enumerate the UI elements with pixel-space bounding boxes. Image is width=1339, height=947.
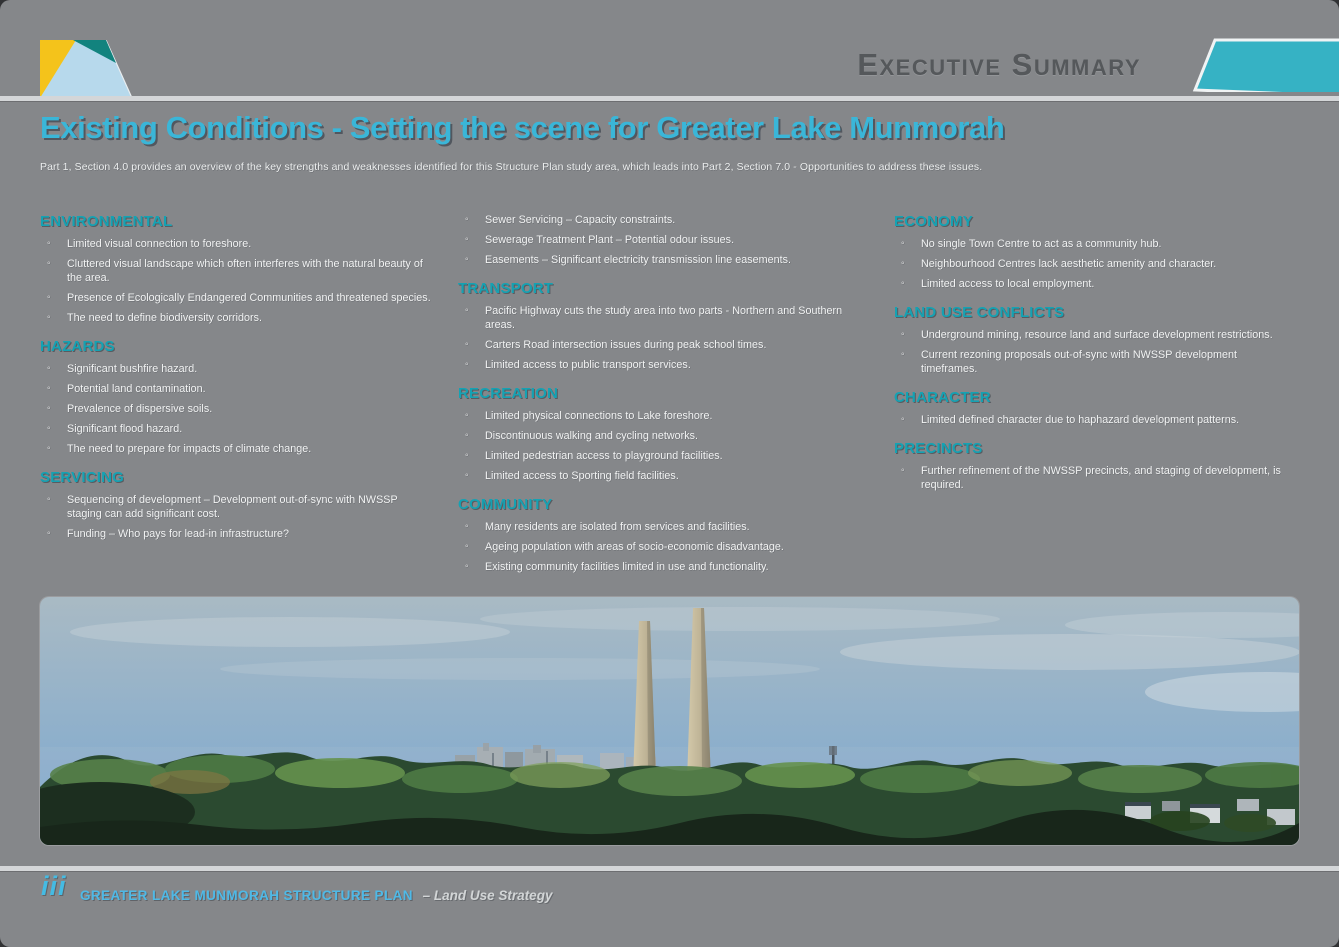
section-heading: HAZARDS [40, 338, 115, 355]
photo-power-station [40, 597, 1299, 845]
footer-doc-subtitle: – Land Use Strategy [422, 888, 553, 903]
bullet-item: ◦ Potential land contamination. [40, 382, 432, 396]
page-title: Existing Conditions - Setting the scene for Greater Lake Munmorah [40, 110, 1005, 145]
bullet-item: ◦ Prevalence of dispersive soils. [40, 402, 432, 416]
section-heading: RECREATION [458, 385, 559, 402]
page-header-title: Executive Summary [857, 47, 1141, 82]
bullet-item: ◦ Discontinuous walking and cycling networks. [458, 429, 868, 443]
bullet-item: ◦ Ageing population with areas of socio-economic disadvantage. [458, 540, 868, 554]
bullet-item: ◦ Cluttered visual landscape which often interferes with the natural beauty of the area. [40, 257, 432, 285]
footer-doc-title [80, 888, 552, 903]
bullet-item: ◦ Many residents are isolated from services and facilities. [458, 520, 868, 534]
bullet-list [894, 464, 1292, 492]
bullet-list [40, 493, 432, 541]
section-heading: LAND USE CONFLICTS [894, 304, 1065, 321]
section-heading: TRANSPORT [458, 280, 554, 297]
bullet-item: ◦ Limited visual connection to foreshore. [40, 237, 432, 251]
photo-illustration [40, 597, 1299, 845]
bullet-item: ◦ Current rezoning proposals out-of-sync with NWSSP development timeframes. [894, 348, 1292, 376]
bullet-item: ◦ The need to define biodiversity corridors. [40, 311, 432, 325]
bullet-item: ◦ Limited access to local employment. [894, 277, 1292, 291]
bullet-list [458, 409, 868, 483]
section-heading: CHARACTER [894, 389, 991, 406]
bullet-list [40, 362, 432, 456]
bullet-list [40, 237, 432, 325]
bullet-item: ◦ Limited access to Sporting field facilities. [458, 469, 868, 483]
bullet-item: ◦ Limited defined character due to haphazard development patterns. [894, 413, 1292, 427]
bullet-item: ◦ Further refinement of the NWSSP precincts, and staging of development, is required. [894, 464, 1292, 492]
bullet-item: ◦ Easements – Significant electricity transmission line easements. [458, 253, 868, 267]
footer-doc-name: GREATER LAKE MUNMORAH STRUCTURE PLAN [80, 888, 413, 903]
section-heading: COMMUNITY [458, 496, 553, 513]
bullet-list [458, 304, 868, 372]
section-heading: PRECINCTS [894, 440, 983, 457]
intro-text: Part 1, Section 4.0 provides an overview of the key strengths and weaknesses identified for this Structure Plan study area, which leads into Part 2, Section 7.0 - Opportunities to address these issues. [40, 161, 983, 173]
bullet-item: ◦ Significant bushfire hazard. [40, 362, 432, 376]
section-heading: ECONOMY [894, 213, 973, 230]
bullet-item: ◦ Carters Road intersection issues during peak school times. [458, 338, 868, 352]
bullet-item: ◦ Sequencing of development – Development out-of-sync with NWSSP staging can add significant cost. [40, 493, 432, 521]
content-columns [40, 213, 1302, 593]
bullet-item: ◦ Significant flood hazard. [40, 422, 432, 436]
bullet-item: ◦ Pacific Highway cuts the study area into two parts - Northern and Southern areas. [458, 304, 868, 332]
bullet-item: ◦ Underground mining, resource land and surface development restrictions. [894, 328, 1292, 342]
header-rule [0, 96, 1339, 101]
bullet-item: ◦ Limited physical connections to Lake foreshore. [458, 409, 868, 423]
bullet-item: ◦ Sewerage Treatment Plant – Potential odour issues. [458, 233, 868, 247]
section-heading: SERVICING [40, 469, 125, 486]
bullet-item: ◦ Funding – Who pays for lead-in infrastructure? [40, 527, 432, 541]
footer-rule [0, 866, 1339, 871]
bullet-list [894, 328, 1292, 376]
logo-icon [40, 40, 132, 98]
bullet-item: ◦ Limited access to public transport services. [458, 358, 868, 372]
column-2 [458, 213, 868, 593]
column-3 [894, 213, 1292, 593]
section-heading: ENVIRONMENTAL [40, 213, 173, 230]
bullet-item: ◦ The need to prepare for impacts of climate change. [40, 442, 432, 456]
corner-parallelogram-icon [1189, 38, 1339, 92]
bullet-list [894, 413, 1292, 427]
bullet-list [458, 213, 868, 267]
bullet-list [894, 237, 1292, 291]
bullet-item: ◦ Presence of Ecologically Endangered Communities and threatened species. [40, 291, 432, 305]
bullet-item: ◦ Limited pedestrian access to playground facilities. [458, 449, 868, 463]
bullet-item: ◦ Sewer Servicing – Capacity constraints. [458, 213, 868, 227]
page-number: iii [41, 871, 67, 901]
column-1 [40, 213, 432, 593]
bullet-item: ◦ Neighbourhood Centres lack aesthetic amenity and character. [894, 257, 1292, 271]
bullet-item: ◦ Existing community facilities limited in use and functionality. [458, 560, 868, 574]
bullet-list [458, 520, 868, 574]
bullet-item: ◦ No single Town Centre to act as a community hub. [894, 237, 1292, 251]
